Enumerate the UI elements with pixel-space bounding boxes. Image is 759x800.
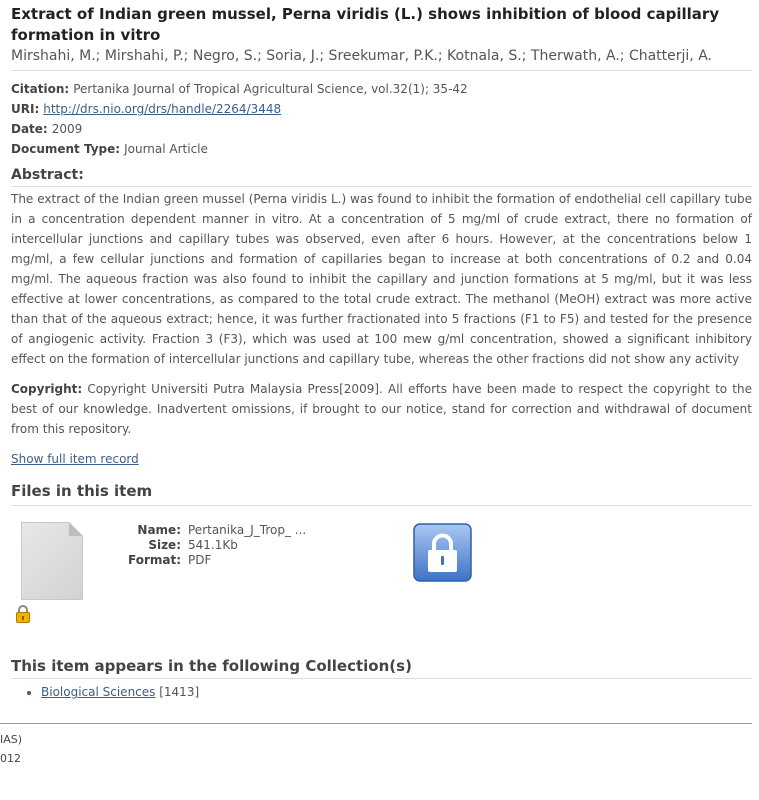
file-item xyxy=(11,506,752,656)
padlock-icon xyxy=(15,604,31,624)
file-name-label: Name: xyxy=(137,523,181,537)
footer-line-1: IAS) xyxy=(0,733,23,746)
files-heading: Files in this item xyxy=(11,481,752,506)
doctype-value: Journal Article xyxy=(124,142,208,156)
abstract-text: The extract of the Indian green mussel (Perna viridis L.) was found to inhibit the formation of endothelial cell capillary tube in a concentration dependent manner in vitro. At a concentration of 5 mg/ml of crude extract, there no formation of intercellular junctions and capillary tubes was observed, even after 6 hours. However, at the concentrations below 1 mg/ml, a few cellular junctions and formation of capillaries began to increase at both concentrations of 0.2 and 0.04 mg/ml. The aqueous fraction was also found to inhibit the capillary and junction formations at 5 mg/ml, but it was less effective at lower concentrations, as compared to the total crude extract. The methanol (MeOH) extract was more active than that of the aqueous extract; hence, it was further fractionated into 5 fractions (F1 to F5) and tested for the presence of angiogenic activity. Fraction 3 (F3), which was used at 100 mew g/ml concentration, showed a significant inhibitory effect on the formation of intercellular junctions and capillary tube, whereas the other fractions did not show any activity xyxy=(11,192,752,366)
file-format-label: Format: xyxy=(127,553,181,567)
full-record-row xyxy=(11,449,752,469)
file-info xyxy=(121,523,306,568)
footer-line-2: 012 xyxy=(0,752,21,765)
citation-row xyxy=(11,79,752,99)
file-size-value: 541.1Kb xyxy=(188,538,238,552)
copyright-label: Copyright: xyxy=(11,382,83,396)
file-format-row xyxy=(121,553,306,568)
uri-row xyxy=(11,99,752,119)
copyright-text: Copyright Universiti Putra Malaysia Press[2009]. All efforts have been made to respect the copyright to the best of our knowledge. Inadvertent omissions, if brought to our notice, stand for correction and withdrawal of document from this repository. xyxy=(11,382,752,436)
restricted-access-lock-icon[interactable] xyxy=(413,523,472,582)
date-value: 2009 xyxy=(51,122,83,136)
uri-link[interactable]: http://drs.nio.org/drs/handle/2264/3448 xyxy=(43,102,282,116)
collections-heading: This item appears in the following Collection(s) xyxy=(11,656,752,679)
collection-item xyxy=(41,683,752,701)
file-format-value: PDF xyxy=(188,553,212,567)
item-view xyxy=(11,0,752,701)
footer xyxy=(0,730,22,768)
copyright-block xyxy=(11,379,752,439)
citation-value: Pertanika Journal of Tropical Agricultural Science, vol.32(1); 35-42 xyxy=(73,82,468,96)
item-authors: Mirshahi, M.; Mirshahi, P.; Negro, S.; Soria, J.; Sreekumar, P.K.; Kotnala, S.; Therwath, A.; Chatterji, A. xyxy=(11,46,752,71)
item-metadata xyxy=(11,79,752,159)
collection-count: [1413] xyxy=(159,685,200,699)
abstract-heading: Abstract: xyxy=(11,165,752,187)
item-title: Extract of Indian green mussel, Perna viridis (L.) shows inhibition of blood capillary formation in vitro xyxy=(11,5,720,44)
show-full-record-link[interactable]: Show full item record xyxy=(11,452,139,466)
citation-label: Citation: xyxy=(11,82,70,96)
collection-link[interactable]: Biological Sciences xyxy=(41,685,156,699)
file-size-row xyxy=(121,538,306,553)
footer-divider xyxy=(0,723,752,724)
date-label: Date: xyxy=(11,122,48,136)
collections-list xyxy=(11,683,752,701)
doctype-row xyxy=(11,139,752,159)
date-row xyxy=(11,119,752,139)
file-thumbnail-icon[interactable] xyxy=(21,522,83,600)
uri-label: URI: xyxy=(11,102,40,116)
file-name-value: Pertanika_J_Trop_ ... xyxy=(188,523,307,537)
doctype-label: Document Type: xyxy=(11,142,121,156)
file-size-label: Size: xyxy=(148,538,181,552)
file-name-row xyxy=(121,523,306,538)
